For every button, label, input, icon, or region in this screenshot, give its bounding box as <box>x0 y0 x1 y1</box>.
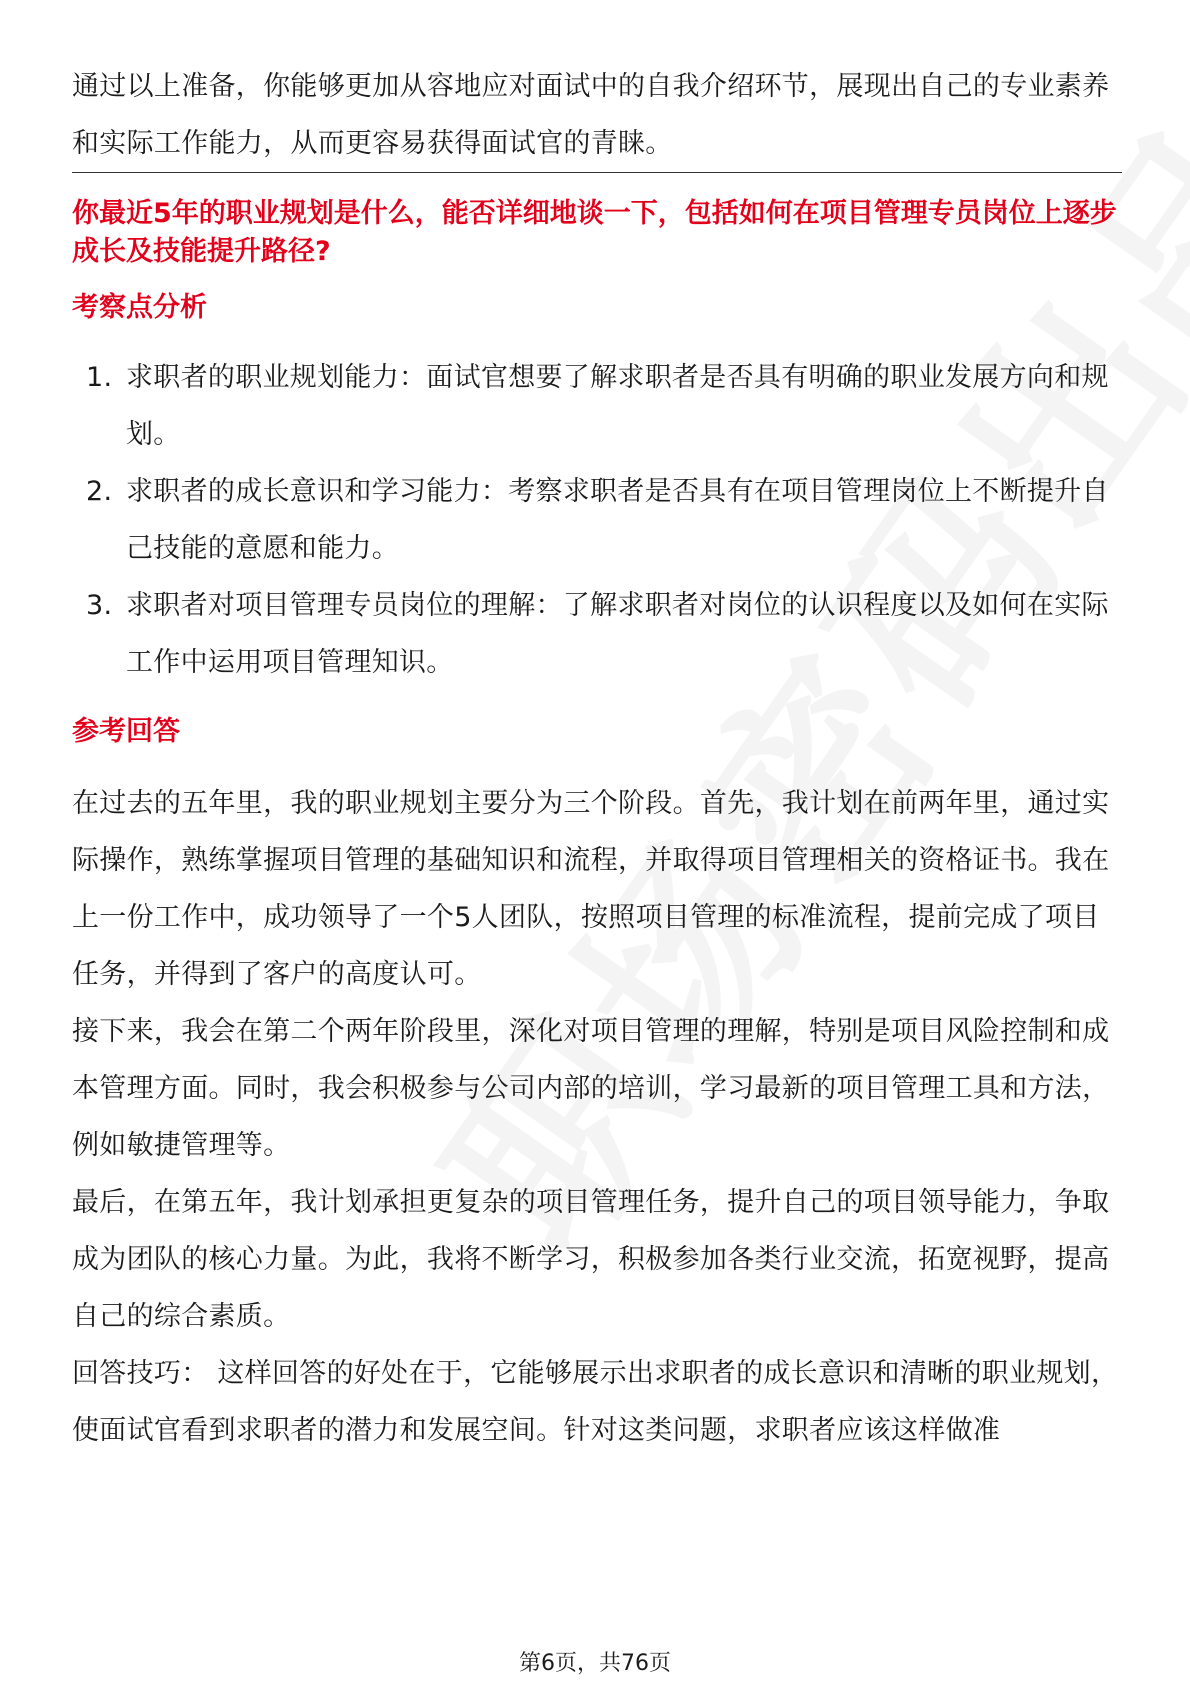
list-item-text: 求职者的成长意识和学习能力：考察求职者是否具有在项目管理岗位上不断提升自己技能的意愿和能力。 <box>126 476 1109 564</box>
page-content <box>72 58 1122 1459</box>
analysis-title: 考察点分析 <box>72 292 207 323</box>
intro-paragraph: 通过以上准备，你能够更加从容地应对面试中的自我介绍环节，展现出自己的专业素养和实际工作能力，从而更容易获得面试官的青睐。 <box>72 71 1110 159</box>
analysis-list <box>72 349 1122 691</box>
list-item-number: 2. <box>86 476 113 507</box>
list-item-text: 求职者的职业规划能力：面试官想要了解求职者是否具有明确的职业发展方向和规划。 <box>126 362 1109 450</box>
list-item-number: 3. <box>86 590 113 621</box>
list-item <box>72 463 1122 577</box>
list-item <box>72 349 1122 463</box>
list-item-number: 1. <box>86 362 113 393</box>
section-divider <box>72 172 1122 173</box>
answer-title: 参考回答 <box>72 716 180 747</box>
question-heading: 你最近5年的职业规划是什么，能否详细地谈一下，包括如何在项目管理专员岗位上逐步成长及技能提升路径? <box>72 198 1117 267</box>
list-item-text: 求职者对项目管理专员岗位的理解：了解求职者对岗位的认识程度以及如何在实际工作中运用项目管理知识。 <box>126 590 1109 678</box>
page-number: 第6页，共76页 <box>519 1651 671 1676</box>
list-item <box>72 577 1122 691</box>
answer-paragraph: 接下来，我会在第二个两年阶段里，深化对项目管理的理解，特别是项目风险控制和成本管理方面。同时，我会积极参与公司内部的培训，学习最新的项目管理工具和方法，例如敏捷管理等。 <box>72 1016 1110 1161</box>
answer-paragraph: 在过去的五年里，我的职业规划主要分为三个阶段。首先，我计划在前两年里，通过实际操作，熟练掌握项目管理的基础知识和流程，并取得项目管理相关的资格证书。我在上一份工作中，成功领导了一个5人团队，按照项目管理的标准流程，提前完成了项目任务，并得到了客户的高度认可。 <box>72 788 1110 990</box>
answer-tip-paragraph: 回答技巧： 这样回答的好处在于，它能够展示出求职者的成长意识和清晰的职业规划，使面试官看到求职者的潜力和发展空间。针对这类问题，求职者应该这样做准 <box>72 1358 1119 1446</box>
answer-paragraph: 最后，在第五年，我计划承担更复杂的项目管理任务，提升自己的项目领导能力，争取成为团队的核心力量。为此，我将不断学习，积极参加各类行业交流，拓宽视野，提高自己的综合素质。 <box>72 1187 1110 1332</box>
